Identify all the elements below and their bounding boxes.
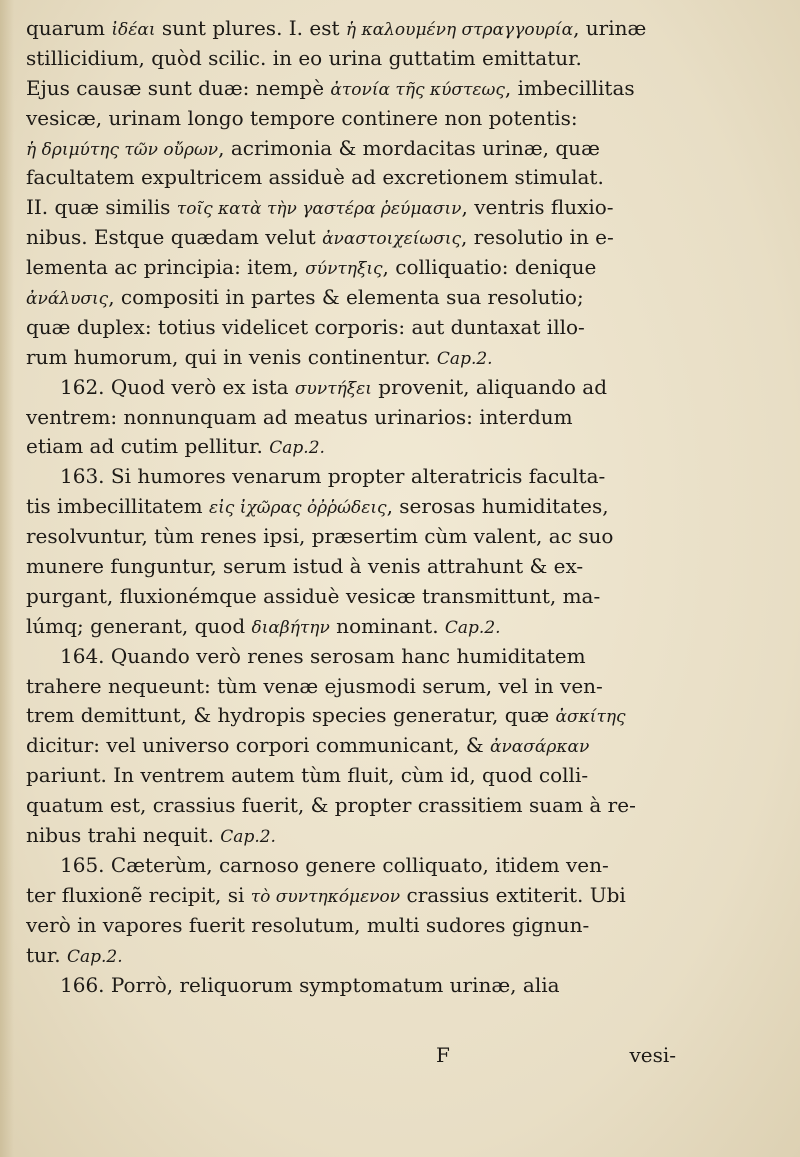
- text-line: [26, 403, 676, 433]
- text-line: [26, 851, 676, 881]
- latin-text: , compositi in partes & elementa sua resolutio;: [108, 285, 584, 310]
- latin-text: vesicæ, urinam longo tempore continere non potentis:: [26, 105, 578, 130]
- greek-term: σύντηξις: [305, 259, 383, 280]
- text-line: [26, 193, 676, 223]
- text-line: [26, 104, 676, 134]
- latin-text: 165. Cæterùm, carnoso genere colliquato, itidem ven-: [60, 852, 609, 877]
- latin-text: Ejus causæ sunt duæ: nempè: [26, 75, 331, 100]
- chapter-reference: Cap.2.: [444, 617, 501, 638]
- greek-term: ἡ δριμύτης τῶν οὔρων: [26, 139, 219, 160]
- latin-text: verò in vapores fuerit resolutum, multi sudores gignun-: [26, 912, 590, 937]
- latin-text: 162. Quod verò ex ista: [60, 374, 295, 399]
- latin-text: quæ duplex: totius videlicet corporis: aut duntaxat illo-: [26, 314, 585, 339]
- latin-text: quatum est, crassius fuerit, & propter crassitiem suam à re-: [26, 793, 636, 818]
- text-line: [26, 163, 676, 193]
- latin-text: nibus trahi nequit.: [26, 823, 221, 848]
- greek-term: ἡ καλουμένη στραγγουρία: [345, 20, 574, 40]
- text-line: [26, 283, 676, 313]
- text-line: [26, 373, 676, 403]
- latin-text: stillicidium, quòd scilic. in eo urina guttatim emittatur.: [26, 45, 582, 70]
- text-line: [26, 761, 676, 791]
- latin-text: rum humorum, qui in venis continentur.: [26, 344, 437, 369]
- latin-text: etiam ad cutim pellitur.: [26, 434, 270, 459]
- page-footer: [26, 1040, 676, 1070]
- latin-text: , urinæ: [573, 16, 647, 40]
- greek-term: ἀτονία τῆς κύστεως: [330, 79, 505, 100]
- text-line: [26, 134, 676, 164]
- text-line: [26, 672, 676, 702]
- latin-text: resolvuntur, tùm renes ipsi, præsertim cùm valent, ac suo: [26, 524, 614, 549]
- latin-text: nibus. Estque quædam velut: [26, 225, 323, 250]
- chapter-reference: Cap.2.: [220, 827, 276, 848]
- text-line: [26, 731, 676, 761]
- latin-text: facultatem expultricem assiduè ad excretionem stimulat.: [26, 165, 604, 190]
- text-line: [26, 701, 676, 731]
- text-line: [26, 522, 676, 552]
- greek-term: ἀνασάρκαν: [489, 737, 590, 758]
- text-line: [26, 881, 676, 911]
- latin-text: trem demittunt, & hydropis species generatur, quæ: [26, 703, 556, 728]
- latin-text: nominant.: [329, 613, 445, 638]
- latin-text: , acrimonia & mordacitas urinæ, quæ: [218, 135, 600, 160]
- text-line: [26, 612, 676, 642]
- latin-text: II. quæ similis: [26, 195, 177, 220]
- latin-text: purgant, fluxionémque assiduè vesicæ transmittunt, ma-: [26, 583, 601, 608]
- latin-text: , serosas humiditates,: [386, 494, 609, 519]
- latin-text: munere funguntur, serum istud à venis attrahunt & ex-: [26, 554, 584, 579]
- greek-term: ἀνάλυσις: [26, 289, 109, 310]
- chapter-reference: Cap.2.: [269, 438, 325, 459]
- text-line: [26, 223, 676, 253]
- text-line: [26, 941, 676, 971]
- latin-text: dicitur: vel universo corpori communicant, &: [26, 733, 490, 758]
- greek-term: ἰδέαι: [111, 20, 156, 40]
- latin-text: 164. Quando verò renes serosam hanc humiditatem: [60, 643, 586, 668]
- text-line: [26, 74, 676, 104]
- text-line: [26, 821, 676, 851]
- chapter-reference: Cap.2.: [67, 946, 123, 967]
- greek-term: εἰς ἰχῶρας ὀῤῥώδεις: [209, 498, 387, 519]
- greek-term: τὸ συντηκόμενον: [250, 886, 401, 907]
- text-line: [26, 971, 676, 1001]
- text-line: [26, 791, 676, 821]
- text-block: [26, 14, 676, 1000]
- latin-text: , colliquatio: denique: [382, 255, 597, 280]
- latin-text: quarum: [26, 16, 112, 40]
- greek-term: τοῖς κατὰ τὴν γαστέρα ῥεύμασιν: [176, 199, 462, 220]
- greek-term: ἀσκίτης: [555, 707, 626, 728]
- text-line: [26, 343, 676, 373]
- chapter-reference: Cap.2.: [436, 348, 493, 369]
- text-line: [26, 642, 676, 672]
- greek-term: συντήξει: [294, 378, 372, 399]
- page-gutter-shadow: [0, 0, 14, 1157]
- text-line: [26, 582, 676, 612]
- latin-text: ventrem: nonnunquam ad meatus urinarios: interdum: [26, 404, 573, 429]
- text-line: [26, 462, 676, 492]
- text-line: [26, 253, 676, 283]
- text-line: [26, 492, 676, 522]
- greek-term: ἀναστοιχείωσις: [322, 229, 462, 250]
- latin-text: trahere nequeunt: tùm venæ ejusmodi serum, vel in ven-: [26, 673, 603, 698]
- latin-text: pariunt. In ventrem autem tùm fluit, cùm id, quod colli-: [26, 763, 589, 788]
- latin-text: tur.: [26, 942, 67, 967]
- latin-text: 166. Porrò, reliquorum symptomatum urinæ, alia: [60, 972, 560, 997]
- latin-text: , ventris fluxio-: [461, 195, 614, 220]
- text-line: [26, 552, 676, 582]
- text-line: [26, 911, 676, 941]
- latin-text: provenit, aliquando ad: [371, 374, 607, 399]
- catchword: vesi-: [629, 1043, 676, 1067]
- signature-mark: F: [436, 1043, 450, 1067]
- latin-text: lúmq; generant, quod: [26, 613, 252, 638]
- text-line: [26, 44, 676, 74]
- latin-text: sunt plures. I. est: [155, 16, 346, 40]
- latin-text: lementa ac principia: item,: [26, 255, 306, 280]
- text-line: [26, 14, 676, 44]
- text-line: [26, 432, 676, 462]
- greek-term: διαβήτην: [251, 617, 330, 638]
- latin-text: 163. Si humores venarum propter alteratricis faculta-: [60, 464, 606, 489]
- latin-text: , resolutio in e-: [461, 225, 614, 250]
- latin-text: ter fluxionẽ recipit, si: [26, 882, 251, 907]
- latin-text: crassius extiterit. Ubi: [400, 882, 626, 907]
- text-line: [26, 313, 676, 343]
- latin-text: tis imbecillitatem: [26, 494, 209, 519]
- latin-text: , imbecillitas: [504, 75, 635, 100]
